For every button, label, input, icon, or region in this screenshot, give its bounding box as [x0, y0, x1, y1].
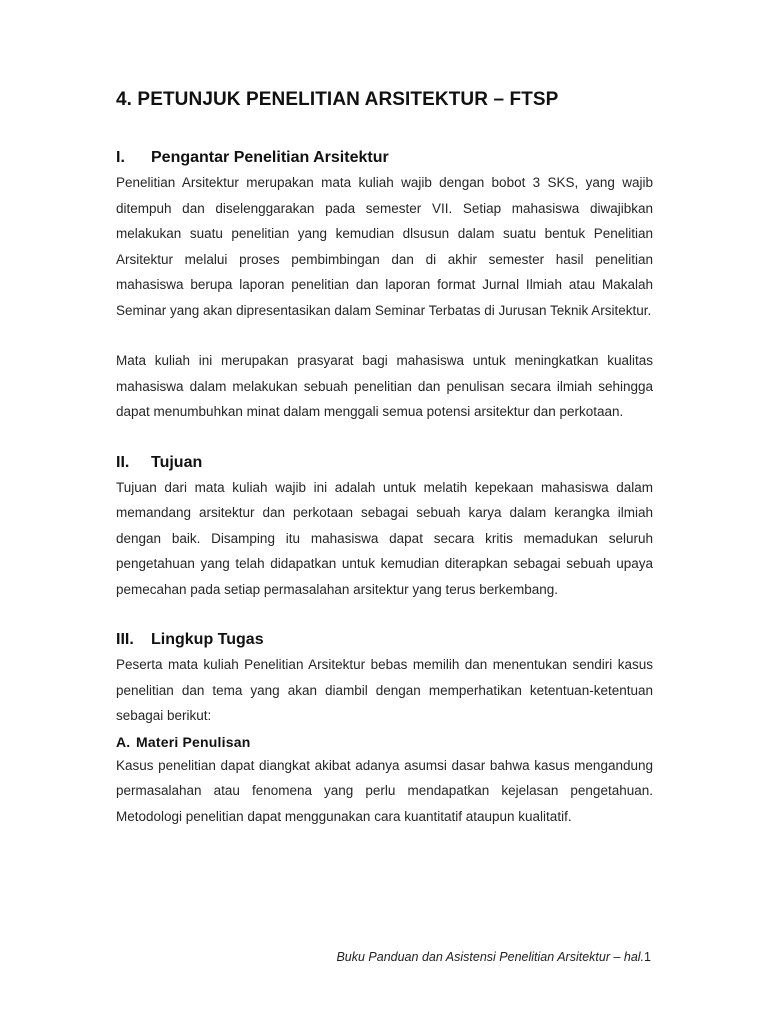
paragraph-materi-penulisan: Kasus penelitian dapat diangkat akibat adanya asumsi dasar bahwa kasus mengandung permasalahan atau fenomena yang perlu mendapatkan kejelasan pengetahuan. Metodologi penelitian dapat menggunakan cara kuantitatif ataupun kualitatif.: [116, 757, 653, 824]
page-number: 1: [644, 950, 651, 964]
subsection-title: Materi Penulisan: [136, 733, 251, 750]
document-title: 4. PETUNJUK PENELITIAN ARSITEKTUR – FTSP: [116, 89, 559, 110]
section-title: Pengantar Penelitian Arsitektur: [151, 149, 389, 166]
footer-text: Buku Panduan dan Asistensi Penelitian Arsitektur – hal.: [336, 950, 645, 964]
subsection-letter: A.: [116, 733, 131, 750]
section-heading-pengantar: [116, 146, 653, 170]
paragraph-tujuan: Tujuan dari mata kuliah wajib ini adalah untuk melatih kepekaan mahasiswa dalam memandang arsitektur dan perkotaan sebagai sebuah karya dalam kerangka ilmiah dengan baik. Disamping itu mahasiswa dapat secara kritis memadukan seluruh pengetahuan yang telah didapatkan untuk kemudian diterapkan sebagai sebuah upaya pemecahan pada setiap permasalahan arsitektur yang terus berkembang.: [116, 479, 653, 597]
paragraph-pengantar-1: Penelitian Arsitektur merupakan mata kuliah wajib dengan bobot 3 SKS, yang wajib ditempuh dan diselenggarakan pada semester VII. Setiap mahasiswa diwajibkan melakukan suatu penelitian yang kemudian dlsusun dalam suatu bentuk Penelitian Arsitektur melalui proses pembimbingan dan di akhir semester hasil penelitian mahasiswa berupa laporan penelitian dan laporan format Jurnal Ilmiah atau Makalah Seminar yang akan dipresentasikan dalam Seminar Terbatas di Jurusan Teknik Arsitektur.: [116, 175, 653, 318]
section-number: II.: [116, 453, 130, 471]
section-title: Tujuan: [151, 453, 203, 471]
section-number: III.: [116, 631, 134, 648]
page-footer: [336, 950, 651, 964]
subsection-heading-materi-penulisan: [116, 731, 653, 753]
section-heading-tujuan: [116, 451, 653, 475]
document-body: [116, 146, 653, 829]
section-title: Lingkup Tugas: [151, 631, 264, 648]
paragraph-pengantar-2: Mata kuliah ini merupakan prasyarat bagi mahasiswa untuk meningkatkan kualitas mahasiswa dalam melakukan sebuah penelitian dan penulisan secara ilmiah sehingga dapat menumbuhkan minat dalam menggali semua potensi arsitektur dan perkotaan.: [116, 353, 653, 419]
paragraph-lingkup-tugas: Peserta mata kuliah Penelitian Arsitektur bebas memilih dan menentukan sendiri kasus penelitian dan tema yang akan diambil dengan memperhatikan ketentuan-ketentuan sebagai berikut:: [116, 657, 653, 723]
section-heading-lingkup-tugas: [116, 628, 653, 652]
section-number: I.: [116, 149, 125, 166]
